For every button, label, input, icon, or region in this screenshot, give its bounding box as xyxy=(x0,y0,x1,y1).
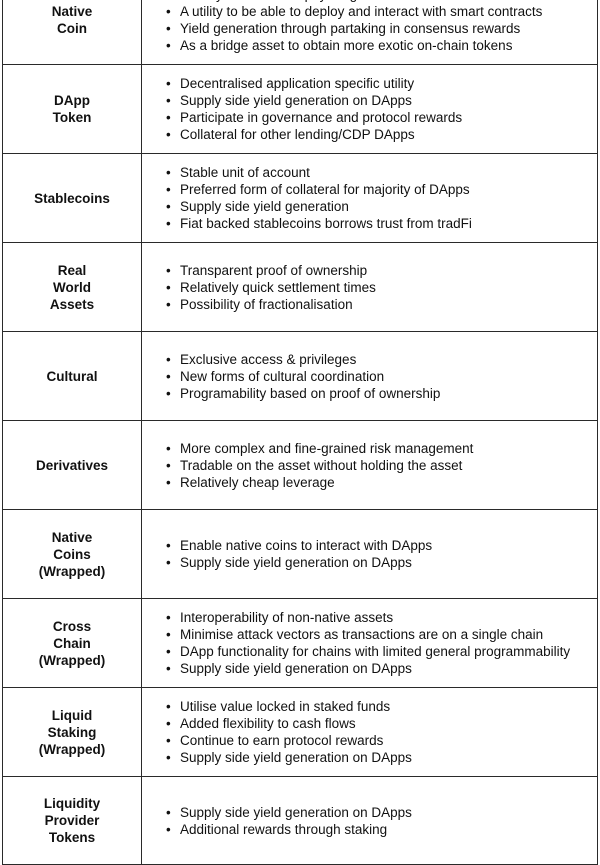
description-cell xyxy=(142,421,597,509)
list-item: • Interoperability of non-native assets xyxy=(166,609,570,626)
bullet-list xyxy=(166,0,542,54)
bullet-list xyxy=(166,537,432,571)
list-item: • Supply side yield generation on DApps xyxy=(166,92,462,109)
list-item: • Supply side yield generation on DApps xyxy=(166,660,570,677)
category-label: Liquidity Provider Tokens xyxy=(43,796,101,845)
list-item: • Added flexibility to cash flows xyxy=(166,715,412,732)
category-cell xyxy=(3,510,142,598)
list-item: • Possibility of fractionalisation xyxy=(166,296,376,313)
list-item: • Relatively cheap leverage xyxy=(166,474,473,491)
bullet-list xyxy=(166,609,570,677)
list-item: • Participate in governance and protocol rewards xyxy=(166,109,462,126)
category-label: Derivatives xyxy=(35,457,109,473)
table-row xyxy=(2,420,598,509)
category-cell xyxy=(3,65,142,153)
table-row xyxy=(2,776,598,865)
description-cell xyxy=(142,243,597,331)
description-cell xyxy=(142,777,597,864)
description-cell xyxy=(142,688,597,776)
description-cell xyxy=(142,599,597,687)
description-cell xyxy=(142,154,597,242)
list-item: • Yield generation through partaking in consensus rewards xyxy=(166,20,542,37)
list-item: • Stable unit of account xyxy=(166,164,472,181)
table-row xyxy=(2,598,598,687)
table-row xyxy=(2,153,598,242)
description-cell xyxy=(142,510,597,598)
list-item: • Programability based on proof of ownership xyxy=(166,385,440,402)
bullet-list xyxy=(166,75,462,143)
list-item: • Fiat backed stablecoins borrows trust from tradFi xyxy=(166,215,472,232)
description-cell xyxy=(142,65,597,153)
category-cell xyxy=(3,688,142,776)
category-label: Native Coins (Wrapped) xyxy=(38,529,106,579)
list-item: • Relatively quick settlement times xyxy=(166,279,376,296)
list-item: • Supply side yield generation on DApps xyxy=(166,749,412,766)
list-item: • DApp functionality for chains with limited general programmability xyxy=(166,643,570,660)
category-label: Stablecoins xyxy=(34,190,110,206)
table-row xyxy=(2,242,598,331)
category-label: Cultural xyxy=(46,368,98,384)
category-label: Real World Assets xyxy=(49,262,95,312)
bullet-list xyxy=(166,698,412,766)
bullet-list xyxy=(166,262,376,313)
bullet-list xyxy=(166,164,472,232)
list-item: • Supply side yield generation on DApps xyxy=(166,554,432,571)
list-item: • Minimise attack vectors as transactions are on a single chain xyxy=(166,626,570,643)
category-cell xyxy=(3,777,142,864)
list-item: • A utility to be able to deploy and interact with smart contracts xyxy=(166,3,542,20)
list-item: • Utilise value locked in staked funds xyxy=(166,698,412,715)
category-cell xyxy=(3,599,142,687)
list-item: • Enable native coins to interact with DApps xyxy=(166,537,432,554)
list-item: • Supply side yield generation on DApps xyxy=(166,804,412,821)
category-cell xyxy=(3,0,142,64)
bullet-list xyxy=(166,440,473,491)
table-row xyxy=(2,509,598,598)
table-row xyxy=(2,64,598,153)
list-item: • Continue to earn protocol rewards xyxy=(166,732,412,749)
description-cell xyxy=(142,0,597,64)
table-row xyxy=(2,331,598,420)
category-label: Native Coin xyxy=(51,3,93,36)
table-row xyxy=(2,0,598,64)
bullet-list xyxy=(166,351,440,402)
category-cell xyxy=(3,243,142,331)
table-row xyxy=(2,687,598,776)
category-cell xyxy=(3,421,142,509)
list-item: • Collateral for other lending/CDP DApps xyxy=(166,126,462,143)
list-item: • Supply side yield generation xyxy=(166,198,472,215)
token-utility-table xyxy=(2,0,598,865)
category-label: Liquid Staking (Wrapped) xyxy=(38,707,106,757)
list-item: • Decentralised application specific utility xyxy=(166,75,462,92)
category-cell xyxy=(3,154,142,242)
category-label: DApp Token xyxy=(52,93,92,125)
list-item: • More complex and fine-grained risk management xyxy=(166,440,473,457)
list-item: • New forms of cultural coordination xyxy=(166,368,440,385)
category-label: Cross Chain (Wrapped) xyxy=(38,618,106,668)
category-cell xyxy=(3,332,142,420)
description-cell xyxy=(142,332,597,420)
list-item: • As a bridge asset to obtain more exotic on-chain tokens xyxy=(166,37,542,54)
list-item: • Preferred form of collateral for majority of DApps xyxy=(166,181,472,198)
list-item: • Tradable on the asset without holding the asset xyxy=(166,457,473,474)
list-item: • Exclusive access & privileges xyxy=(166,351,440,368)
list-item: • Transparent proof of ownership xyxy=(166,262,376,279)
list-item: • Additional rewards through staking xyxy=(166,821,412,838)
bullet-list xyxy=(166,804,412,838)
